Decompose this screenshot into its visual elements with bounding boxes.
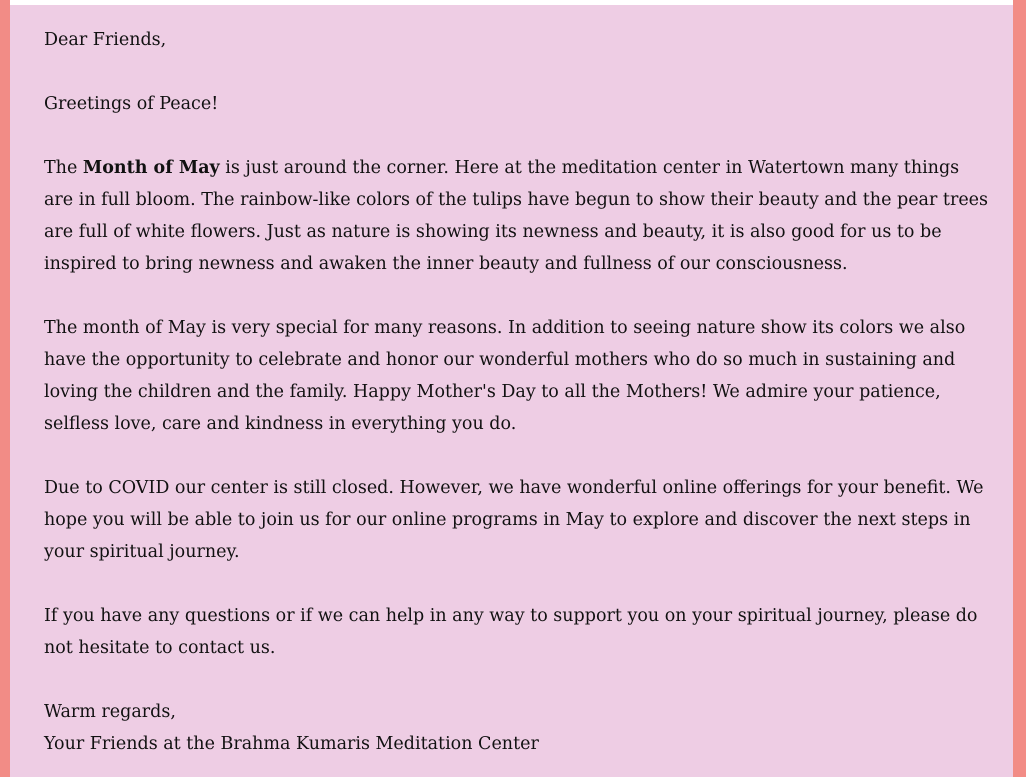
letter-panel	[10, 5, 1013, 777]
paragraph-covid: Due to COVID our center is still closed. However, we have wonderful online offerings for your benefit. We hope you will be able to join us for our online programs in May to explore and discover the next steps in your spiritual journey.	[44, 478, 984, 562]
paragraph-month-of-may	[44, 152, 989, 280]
paragraph-contact: If you have any questions or if we can help in any way to support you on your spiritual journey, please do not hesitate to contact us.	[44, 606, 978, 658]
signature: Your Friends at the Brahma Kumaris Meditation Center	[44, 734, 539, 754]
month-of-may-highlight: Month of May	[82, 158, 220, 178]
salutation: Dear Friends,	[44, 30, 167, 50]
greeting: Greetings of Peace!	[44, 94, 219, 114]
para1-rest: is just around the corner. Here at the meditation center in Watertown many things are in full bloom. The rainbow-like colors of the tulips have begun to show their beauty and the pear trees are full of white flowers. Just as nature is showing its newness and beauty, it is also good for us to be inspired to bring newness and awaken the inner beauty and fullness of our consciousness.	[44, 158, 989, 274]
paragraph-mothers-day: The month of May is very special for many reasons. In addition to seeing nature show its colors we also have the opportunity to celebrate and honor our wonderful mothers who do so much in sustaining and loving the children and the family. Happy Mother's Day to all the Mothers! We admire your patience, selfless love, care and kindness in everything you do.	[44, 318, 966, 434]
para1-prefix: The	[44, 158, 83, 178]
closing: Warm regards,	[44, 702, 176, 722]
